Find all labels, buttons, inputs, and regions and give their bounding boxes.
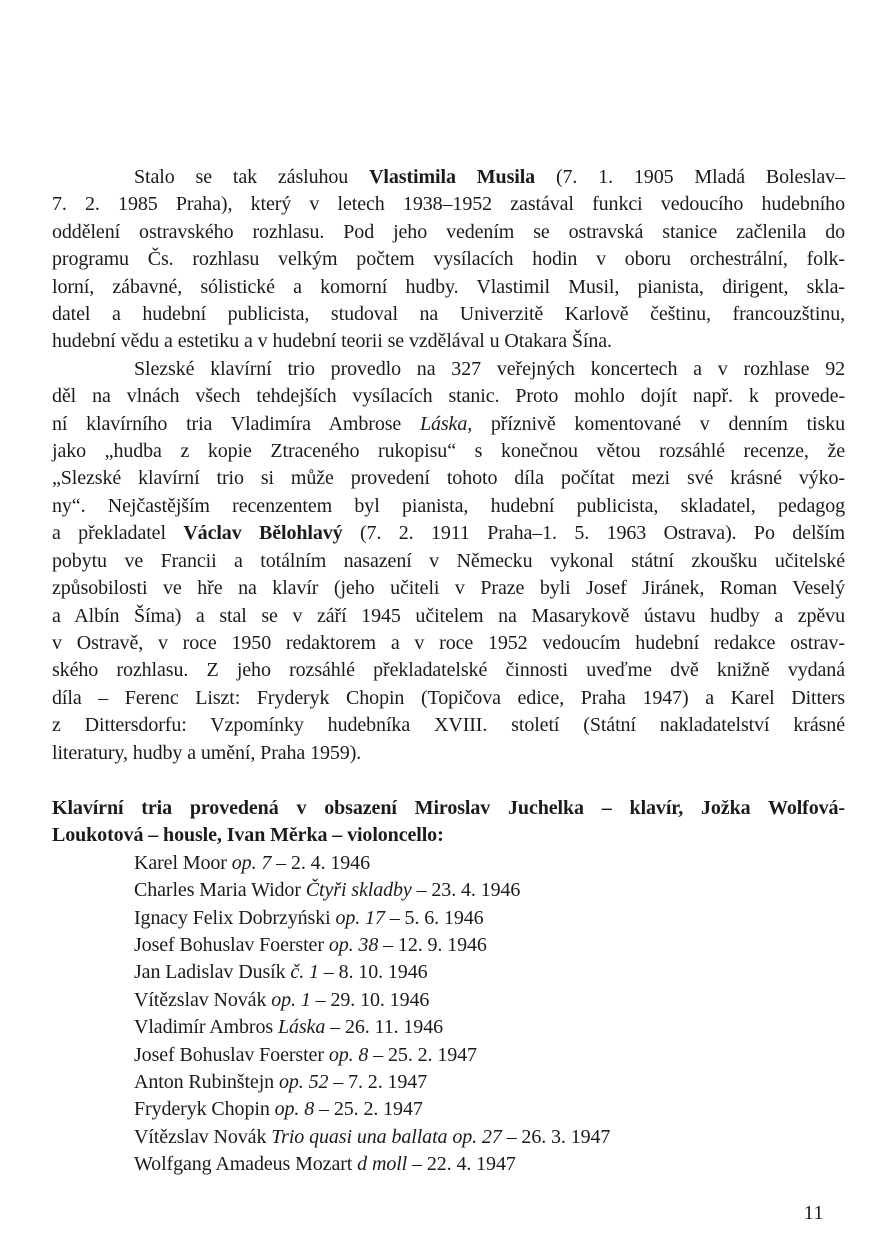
- list-item: [52, 932, 845, 959]
- text-segment: hudební vědu a estetiku a v hudební teorii se vzdělával u Otakara Šína.: [52, 330, 612, 353]
- text-line: [52, 465, 845, 492]
- text-segment: – 2. 4. 1946: [271, 851, 370, 874]
- text-segment: ny“. Nejčastějším recenzentem byl pianista, hudební publicista, skladatel, pedagog: [52, 494, 845, 517]
- paragraph-1: [52, 164, 845, 356]
- text-line: [52, 630, 845, 657]
- text-segment: Láska: [277, 1016, 326, 1039]
- text-segment: Ignacy Felix Dobrzyński: [134, 906, 336, 929]
- text-segment: způsobilosti ve hře na klavír (jeho učiteli v Praze byli Josef Jiránek, Roman Veselý: [52, 577, 845, 600]
- text-segment: Vlastimila Musila: [369, 166, 536, 188]
- text-line: [52, 356, 845, 383]
- text-segment: Karel Moor: [134, 851, 232, 874]
- text-line: [52, 603, 845, 630]
- body-text: [52, 164, 845, 1179]
- text-segment: literatury, hudby a umění, Praha 1959).: [52, 741, 362, 764]
- text-segment: Trio quasi una ballata op. 27: [271, 1125, 502, 1148]
- section-heading: [52, 795, 845, 850]
- text-segment: Klavírní tria provedená v obsazení Miroslav Juchelka – klavír, Jožka Wolfová-: [52, 796, 845, 819]
- text-segment: Vítězslav Novák: [134, 988, 272, 1011]
- text-segment: Jan Ladislav Dusík: [134, 961, 291, 984]
- text-segment: – 22. 4. 1947: [407, 1153, 516, 1176]
- text-segment: Václav Bělohlavý: [183, 522, 343, 545]
- list-item: [52, 1069, 845, 1096]
- text-segment: – 29. 10. 1946: [310, 988, 430, 1011]
- text-line: [52, 274, 845, 301]
- text-segment: lorní, zábavné, sólistické a komorní hudby. Vlastimil Musil, pianista, dirigent, skla-: [52, 275, 845, 298]
- text-line: [52, 328, 845, 355]
- text-segment: (7. 1. 1905 Mladá Boleslav–: [535, 166, 845, 188]
- text-line: [52, 795, 845, 822]
- text-segment: – 26. 3. 1947: [501, 1125, 611, 1148]
- text-line: [52, 246, 845, 273]
- text-segment: Fryderyk Chopin: [134, 1098, 275, 1121]
- text-segment: – 25. 2. 1947: [368, 1043, 477, 1066]
- text-segment: Wolfgang Amadeus Mozart: [134, 1153, 358, 1176]
- text-line: [52, 383, 845, 410]
- text-segment: ského rozhlasu. Z jeho rozsáhlé překladatelské činnosti uveďme dvě knižně vydaná: [52, 659, 845, 682]
- text-segment: d moll: [357, 1153, 408, 1176]
- paragraph-2: [52, 356, 845, 767]
- text-segment: a Albín Šíma) a stal se v září 1945 učitelem na Masarykově ústavu hudby a zpěvu: [52, 604, 845, 627]
- works-list: [52, 850, 845, 1179]
- text-segment: datel a hudební publicista, studoval na Univerzitě Karlově češtinu, francouzštinu,: [52, 303, 845, 326]
- text-segment: op. 8: [274, 1098, 315, 1121]
- text-segment: programu Čs. rozhlasu velkým počtem vysílacích hodin v oboru orchestrální, folk-: [52, 248, 845, 271]
- text-segment: op. 38: [328, 933, 379, 956]
- text-segment: Loukotová – housle, Ivan Měrka – violoncello:: [52, 824, 444, 847]
- text-segment: Vladimír Ambros: [134, 1016, 278, 1039]
- text-segment: Vítězslav Novák: [134, 1125, 272, 1148]
- text-segment: Anton Rubinštejn: [134, 1071, 279, 1093]
- text-line: [52, 219, 845, 246]
- text-segment: Stalo se tak zásluhou: [134, 166, 370, 188]
- text-line: [52, 712, 845, 739]
- text-segment: op. 8: [328, 1043, 369, 1066]
- text-line: [52, 301, 845, 328]
- list-item: [52, 1042, 845, 1069]
- text-segment: č. 1: [290, 961, 319, 984]
- text-segment: děl na vlnách všech tehdejších vysílacích stanic. Proto mohlo dojít např. k provede-: [52, 385, 845, 408]
- text-segment: „Slezské klavírní trio si může provedení tohoto díla počítat mezi své krásné výko-: [52, 467, 845, 490]
- text-segment: ní klavírního tria Vladimíra Ambrose: [52, 412, 420, 435]
- text-segment: Josef Bohuslav Foerster: [134, 933, 329, 956]
- text-segment: Slezské klavírní trio provedlo na 327 veřejných koncertech a v rozhlase 92: [134, 357, 845, 380]
- list-item: [52, 877, 845, 904]
- text-segment: op. 1: [271, 988, 311, 1011]
- text-segment: – 12. 9. 1946: [378, 933, 487, 956]
- text-segment: – 23. 4. 1946: [411, 879, 521, 902]
- list-item: [52, 905, 845, 932]
- text-segment: jako „hudba z kopie Ztraceného rukopisu“ s konečnou větou rozsáhlé recenze, že: [52, 440, 845, 463]
- text-segment: a překladatel: [52, 522, 184, 545]
- text-segment: – 26. 11. 1946: [325, 1016, 444, 1039]
- text-segment: op. 7: [231, 851, 272, 874]
- page-number: 11: [803, 1202, 824, 1224]
- text-line: [52, 657, 845, 684]
- text-segment: , příznivě komentované v denním tisku: [467, 412, 845, 435]
- text-line: [52, 191, 845, 218]
- text-segment: op. 52: [278, 1071, 329, 1093]
- text-segment: – 8. 10. 1946: [318, 961, 428, 984]
- text-segment: Čtyři skladby: [305, 879, 412, 902]
- text-line: [52, 575, 845, 602]
- text-segment: – 25. 2. 1947: [314, 1098, 423, 1121]
- list-item: [52, 1151, 845, 1178]
- text-line: [52, 520, 845, 547]
- text-segment: díla – Ferenc Liszt: Fryderyk Chopin (Topičova edice, Praha 1947) a Karel Ditters: [52, 686, 845, 709]
- text-segment: pobytu ve Francii a totálním nasazení v Německu vykonal státní zkoušku učitelské: [52, 549, 845, 572]
- list-item: [52, 1096, 845, 1123]
- text-line: [52, 164, 845, 191]
- text-segment: Láska: [419, 412, 468, 435]
- list-item: [52, 987, 845, 1014]
- text-segment: – 7. 2. 1947: [328, 1071, 428, 1093]
- list-item: [52, 959, 845, 986]
- list-item: [52, 1014, 845, 1041]
- text-line: [52, 740, 845, 767]
- text-segment: Josef Bohuslav Foerster: [134, 1043, 329, 1066]
- text-segment: (7. 2. 1911 Praha–1. 5. 1963 Ostrava). Po delším: [342, 522, 845, 545]
- text-segment: – 5. 6. 1946: [384, 906, 484, 929]
- text-segment: v Ostravě, v roce 1950 redaktorem a v roce 1952 vedoucím hudební redakce ostrav-: [52, 631, 845, 654]
- text-line: [52, 685, 845, 712]
- text-line: [52, 493, 845, 520]
- text-line: [52, 548, 845, 575]
- text-line: [52, 411, 845, 438]
- list-item: [52, 850, 845, 877]
- text-line: [52, 822, 845, 849]
- text-segment: 7. 2. 1985 Praha), který v letech 1938–1952 zastával funkci vedoucího hudebního: [52, 193, 845, 216]
- text-segment: oddělení ostravského rozhlasu. Pod jeho vedením se ostravská stanice začlenila do: [52, 220, 845, 243]
- list-item: [52, 1124, 845, 1151]
- text-line: [52, 438, 845, 465]
- text-segment: Charles Maria Widor: [134, 879, 306, 902]
- text-segment: op. 17: [335, 906, 385, 929]
- text-segment: z Dittersdorfu: Vzpomínky hudebníka XVIII. století (Státní nakladatelství krásné: [52, 714, 845, 737]
